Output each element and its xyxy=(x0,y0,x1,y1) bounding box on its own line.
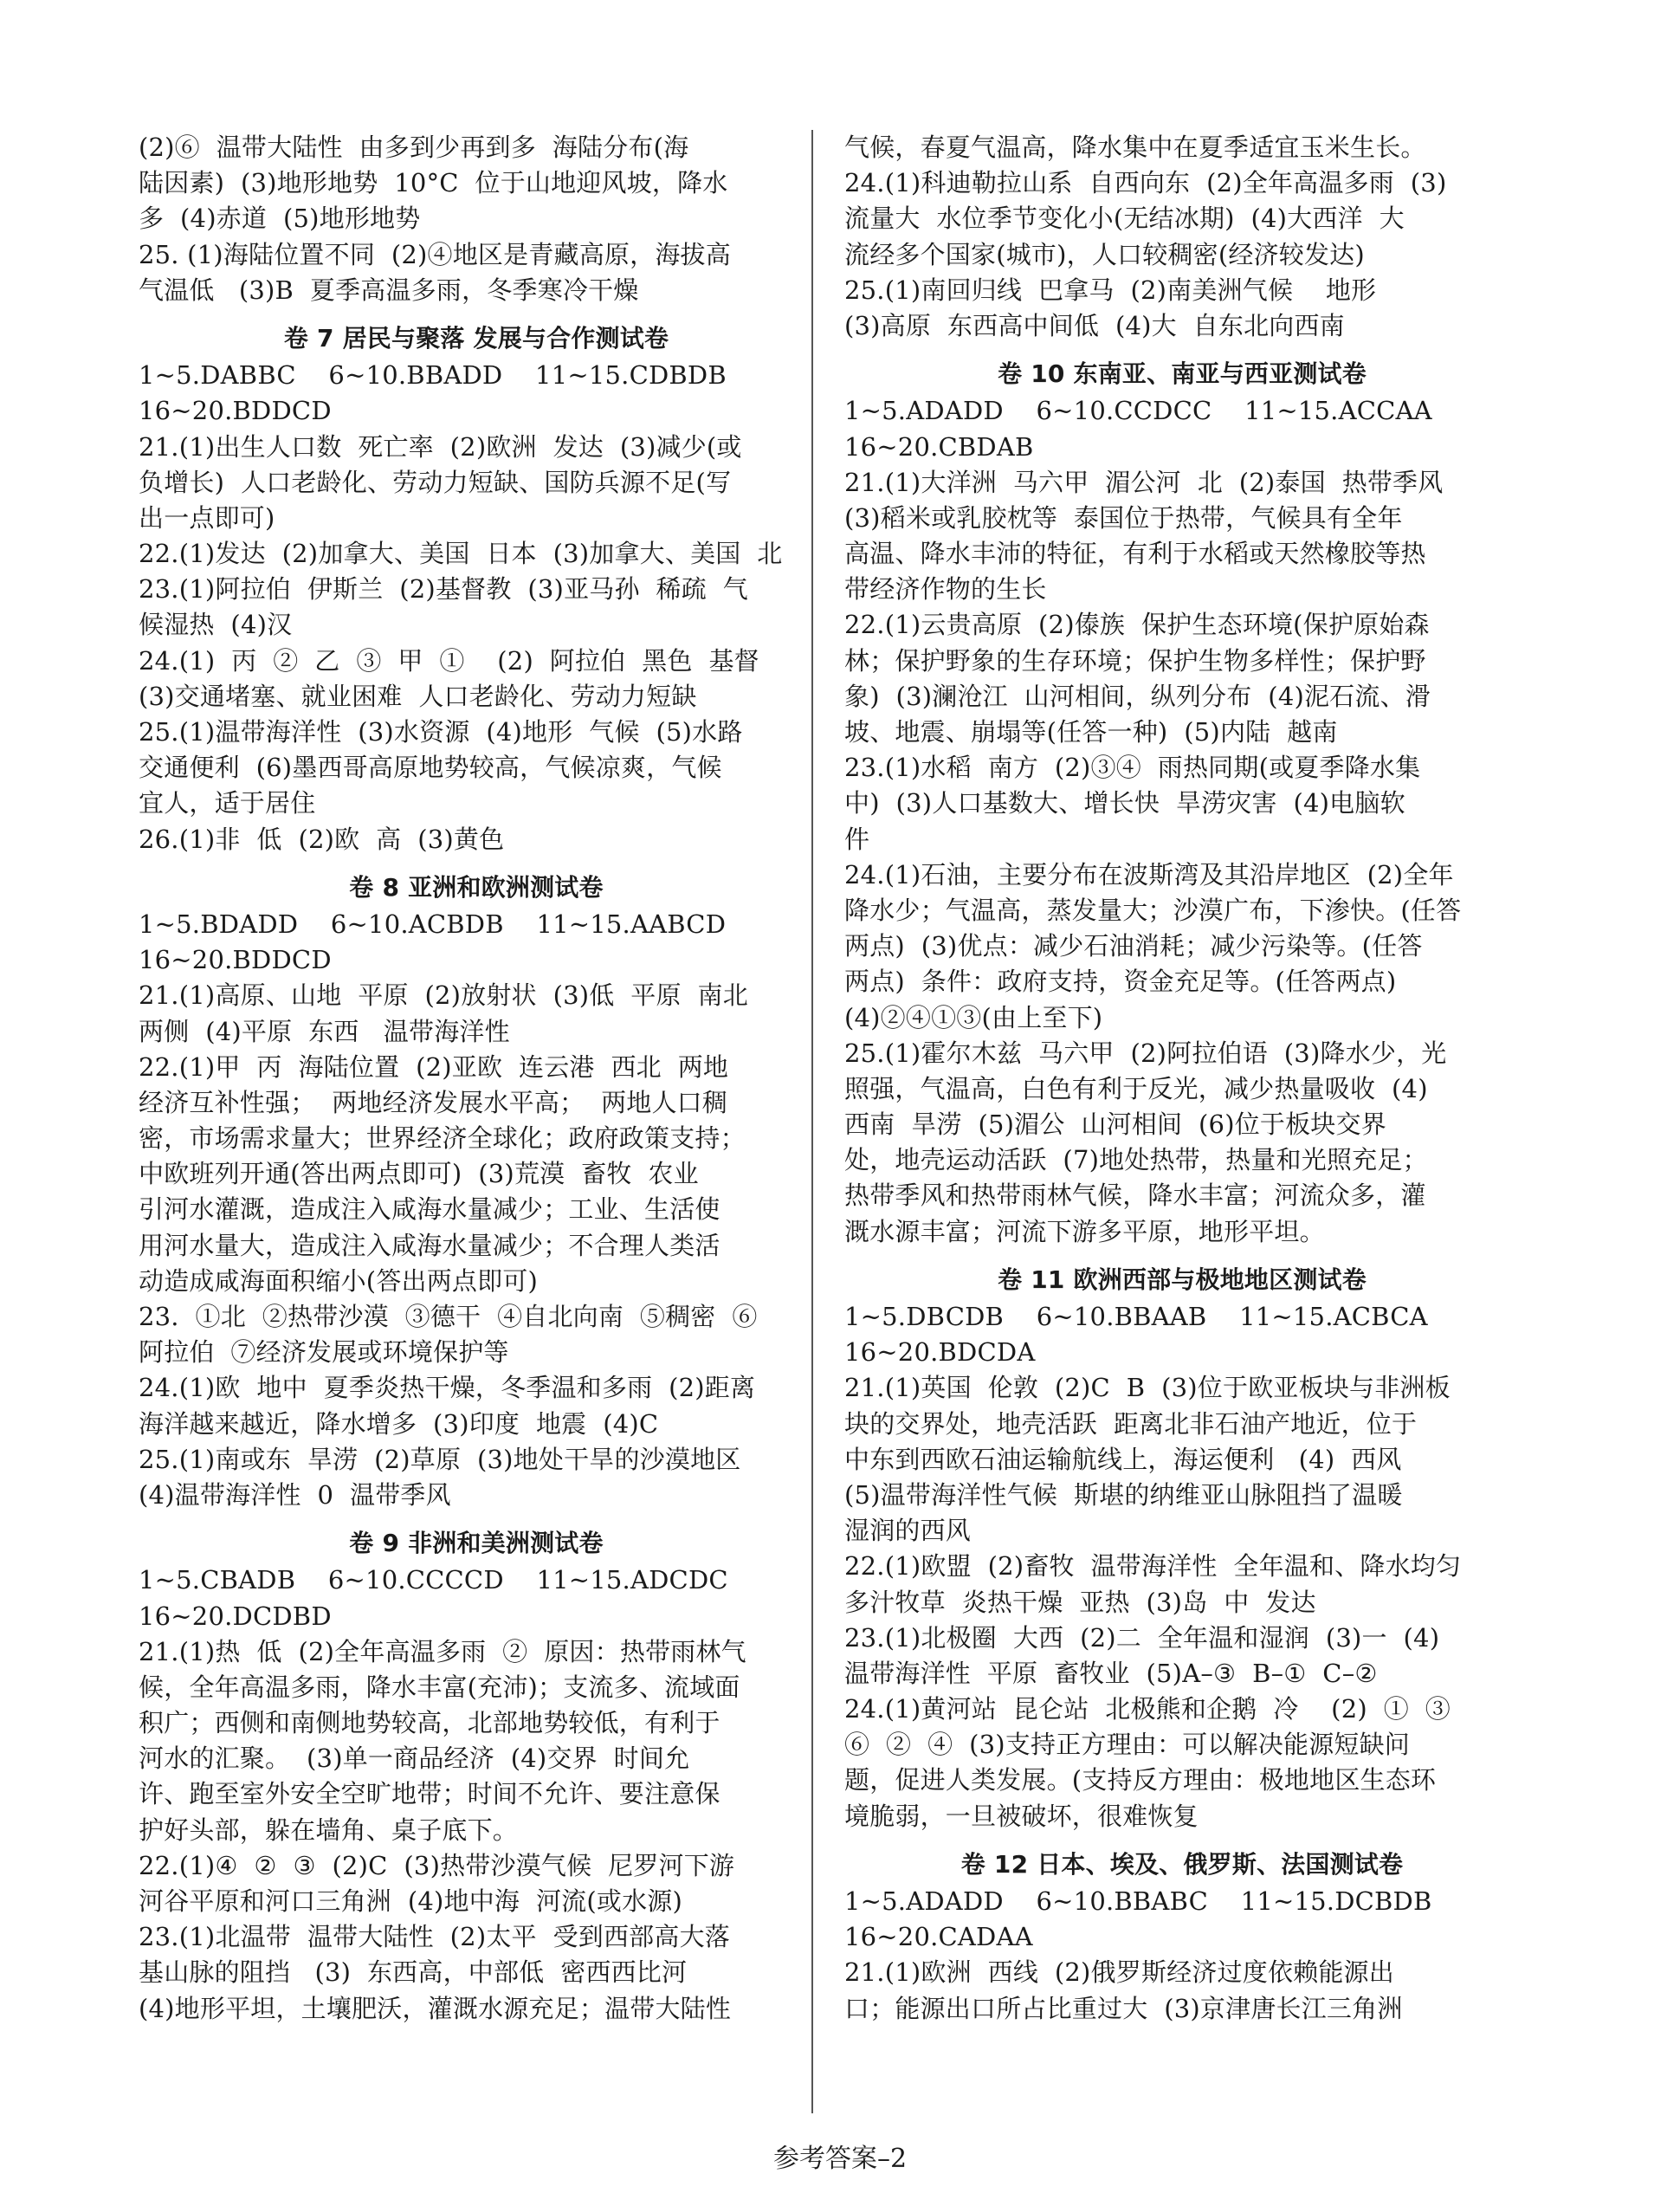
answer-line: 26.(1)非 低 (2)欧 高 (3)黄色 xyxy=(139,824,505,854)
answer-line: 1~5.BDADD 6~10.ACBDB 11~15.AABCD xyxy=(139,909,727,939)
answer-line: 坡、地震、崩塌等(任答一种) (5)内陆 越南 xyxy=(844,717,1338,747)
answer-line: 1~5.DBCDB 6~10.BBAAB 11~15.ACBCA xyxy=(844,1302,1428,1331)
answer-line: 两点) 条件：政府支持，资金充足等。(任答两点) xyxy=(844,967,1397,997)
answer-line: 陆因素) (3)地形地势 10°C 位于山地迎风坡，降水 xyxy=(139,168,728,198)
answer-line: (3)交通堵塞、就业困难 人口老龄化、劳动力短缺 xyxy=(139,681,697,711)
answer-line: 22.(1)发达 (2)加拿大、美国 日本 (3)加拿大、美国 北 xyxy=(139,539,783,569)
answer-line: 中) (3)人口基数大、增长快 旱涝灾害 (4)电脑软 xyxy=(844,788,1405,818)
answer-line: 21.(1)大洋洲 马六甲 湄公河 北 (2)泰国 热带季风 xyxy=(844,467,1444,497)
answer-line: 22.(1)云贵高原 (2)傣族 保护生态环境(保护原始森 xyxy=(844,610,1430,640)
answer-line: 两点) (3)优点：减少石油消耗；减少污染等。(任答 xyxy=(844,931,1423,961)
answer-line: 24.(1)黄河站 昆仑站 北极熊和企鹅 冷 (2) ① ③ xyxy=(844,1694,1451,1724)
right-column xyxy=(844,130,1520,2027)
answer-line: 林；保护野象的生存环境；保护生物多样性；保护野 xyxy=(844,645,1426,676)
answer-line: 流经多个国家(城市)，人口较稠密(经济较发达) xyxy=(844,239,1365,269)
answer-line: 溉水源丰富；河流下游多平原，地形平坦。 xyxy=(844,1216,1325,1246)
answer-line: (3)稻米或乳胶枕等 泰国位于热带，气候具有全年 xyxy=(844,502,1403,533)
answer-line: 16~20.BDDCD xyxy=(139,945,332,975)
answer-line: 25.(1)霍尔木兹 马六甲 (2)阿拉伯语 (3)降水少，光 xyxy=(844,1038,1447,1068)
answer-line: 16~20.DCDBD xyxy=(139,1601,332,1631)
answer-line: 湿润的西风 xyxy=(844,1516,972,1546)
answer-line: 25. (1)海陆位置不同 (2)④地区是青藏高原，海拔高 xyxy=(139,239,731,269)
answer-line: 气候，春夏气温高，降水集中在夏季适宜玉米生长。 xyxy=(844,133,1426,162)
answer-line: 16~20.BDDCD xyxy=(139,396,332,426)
answer-line: 23.(1)水稻 南方 (2)③④ 雨热同期(或夏季降水集 xyxy=(844,753,1421,783)
answer-line: 题，促进人类发展。(支持反方理由：极地地区生态环 xyxy=(844,1765,1437,1795)
answer-line: 24.(1)科迪勒拉山系 自西向东 (2)全年高温多雨 (3) xyxy=(844,168,1447,198)
answer-line: 21.(1)出生人口数 死亡率 (2)欧洲 发达 (3)减少(或 xyxy=(139,431,742,462)
column-divider xyxy=(811,130,813,2113)
answer-line: 气温低 (3)B 夏季高温多雨，冬季寒冷干燥 xyxy=(139,275,639,305)
answer-line: 用河水量大，造成注入咸海水量减少；不合理人类活 xyxy=(139,1230,720,1260)
answer-line: 热带季风和热带雨林气候，降水丰富；河流众多，灌 xyxy=(844,1181,1426,1211)
answer-line: 多汁牧草 炎热干燥 亚热 (3)岛 中 发达 xyxy=(844,1587,1316,1617)
answer-line: 西南 旱涝 (5)湄公 山河相间 (6)位于板块交界 xyxy=(844,1109,1386,1140)
answer-line: 两侧 (4)平原 东西 温带海洋性 xyxy=(139,1016,510,1046)
answer-line: 高温、降水丰沛的特征，有利于水稻或天然橡胶等热 xyxy=(844,539,1426,569)
answer-line: (2)⑥ 温带大陆性 由多到少再到多 海陆分布(海 xyxy=(139,133,689,162)
answer-line: 候，全年高温多雨，降水丰富(充沛)；支流多、流域面 xyxy=(139,1672,740,1702)
answer-line: 象) (3)澜沧江 山河相间，纵列分布 (4)泥石流、滑 xyxy=(844,681,1431,711)
answer-line: 16~20.CBDAB xyxy=(844,431,1034,462)
page-footer: 参考答案–2 xyxy=(772,2144,908,2174)
answer-line: 1~5.ADADD 6~10.BBABC 11~15.DCBDB xyxy=(844,1886,1432,1916)
answer-line: 16~20.BDCDA xyxy=(844,1337,1036,1368)
answer-line: 经济互补性强； 两地经济发展水平高； 两地人口稠 xyxy=(139,1087,728,1117)
answer-line: 带经济作物的生长 xyxy=(844,574,1047,605)
answer-line: 温带海洋性 平原 畜牧业 (5)A–③ B–① C–② xyxy=(844,1658,1378,1688)
answer-line: 照强，气温高，白色有利于反光，减少热量吸收 (4) xyxy=(844,1073,1428,1103)
answer-line: 23.(1)北温带 温带大陆性 (2)太平 受到西部高大落 xyxy=(139,1922,730,1952)
answer-line: 出一点即可) xyxy=(139,502,275,533)
answer-line: 1~5.CBADB 6~10.CCCCD 11~15.ADCDC xyxy=(139,1565,728,1595)
answer-line: 1~5.DABBC 6~10.BBADD 11~15.CDBDB xyxy=(139,360,727,391)
answer-line: 中欧班列开通(答出两点即可) (3)荒漠 畜牧 农业 xyxy=(139,1159,699,1189)
section-title: 卷 12 日本、埃及、俄罗斯、法国测试卷 xyxy=(960,1849,1404,1879)
answer-line: 22.(1)④ ② ③ (2)C (3)热带沙漠气候 尼罗河下游 xyxy=(139,1850,735,1880)
answer-line: 23.(1)北极圈 大西 (2)二 全年温和湿润 (3)一 (4) xyxy=(844,1622,1440,1653)
answer-line: 块的交界处，地壳活跃 距离北非石油产地近，位于 xyxy=(844,1408,1418,1439)
answer-line: (4)地形平坦，土壤肥沃，灌溉水源充足；温带大陆性 xyxy=(139,1993,732,2023)
answer-line: 阿拉伯 ⑦经济发展或环境保护等 xyxy=(139,1337,509,1368)
answer-line: (4)②④①③(由上至下) xyxy=(844,1002,1103,1032)
answer-line: 24.(1)石油，主要分布在波斯湾及其沿岸地区 (2)全年 xyxy=(844,859,1454,890)
answer-line: 许、跑至室外安全空旷地带；时间不允许、要注意保 xyxy=(139,1779,720,1809)
answer-line: 16~20.CADAA xyxy=(844,1922,1033,1952)
section-title: 卷 10 东南亚、南亚与西亚测试卷 xyxy=(998,359,1367,389)
answer-line: 境脆弱，一旦被破坏，很难恢复 xyxy=(844,1801,1199,1831)
answer-line: 24.(1) 丙 ② 乙 ③ 甲 ① (2) 阿拉伯 黑色 基督 xyxy=(139,645,759,676)
answer-line: (5)温带海洋性气候 斯堪的纳维亚山脉阻挡了温暖 xyxy=(844,1479,1403,1510)
answer-line: 21.(1)英国 伦敦 (2)C B (3)位于欧亚板块与非洲板 xyxy=(844,1373,1451,1403)
answer-line: 河水的汇聚。 (3)单一商品经济 (4)交界 时间允 xyxy=(139,1743,690,1774)
answer-line: 24.(1)欧 地中 夏季炎热干燥，冬季温和多雨 (2)距离 xyxy=(139,1373,756,1403)
answer-line: 22.(1)欧盟 (2)畜牧 温带海洋性 全年温和、降水均匀 xyxy=(844,1551,1462,1582)
answer-line: 流量大 水位季节变化小(无结冰期) (4)大西洋 大 xyxy=(844,204,1405,234)
answer-line: 动造成咸海面积缩小(答出两点即可) xyxy=(139,1265,539,1296)
answer-line: 25.(1)南回归线 巴拿马 (2)南美洲气候 地形 xyxy=(844,275,1377,305)
answer-line: 引河水灌溉，造成注入咸海水量减少；工业、生活使 xyxy=(139,1194,720,1225)
left-column xyxy=(139,130,814,2027)
answer-line: 河谷平原和河口三角洲 (4)地中海 河流(或水源) xyxy=(139,1886,682,1916)
answer-line: 25.(1)温带海洋性 (3)水资源 (4)地形 气候 (5)水路 xyxy=(139,717,743,747)
answer-line: 23. ①北 ②热带沙漠 ③德干 ④自北向南 ⑤稠密 ⑥ xyxy=(139,1302,758,1331)
answer-line: 密，市场需求量大；世界经济全球化；政府政策支持； xyxy=(139,1123,746,1154)
answer-line: (4)温带海洋性 0 温带季风 xyxy=(139,1479,451,1510)
section-title: 卷 7 居民与聚落 发展与合作测试卷 xyxy=(283,323,669,353)
answer-line: 21.(1)欧洲 西线 (2)俄罗斯经济过度依赖能源出 xyxy=(844,1957,1394,1988)
answer-line: 件 xyxy=(844,824,870,854)
section-title: 卷 8 亚洲和欧洲测试卷 xyxy=(349,872,604,902)
answer-line: 基山脉的阻挡 (3) 东西高，中部低 密西西比河 xyxy=(139,1957,688,1988)
answer-line: 21.(1)热 低 (2)全年高温多雨 ② 原因：热带雨林气 xyxy=(139,1636,746,1666)
answer-line: 1~5.ADADD 6~10.CCDCC 11~15.ACCAA xyxy=(844,396,1432,426)
section-title: 卷 9 非洲和美洲测试卷 xyxy=(349,1529,604,1558)
answer-line: 护好头部，躲在墙角、桌子底下。 xyxy=(139,1815,519,1845)
answer-line: (3)高原 东西高中间低 (4)大 自东北向西南 xyxy=(844,310,1345,340)
answer-line: 中东到西欧石油运输航线上，海运便利 (4) 西风 xyxy=(844,1444,1402,1474)
answer-line: 宜人，适于居住 xyxy=(139,788,316,818)
answer-line: 交通便利 (6)墨西哥高原地势较高，气候凉爽，气候 xyxy=(139,753,722,783)
answer-line: 负增长) 人口老龄化、劳动力短缺、国防兵源不足(写 xyxy=(139,467,732,497)
answer-line: 海洋越来越近，降水增多 (3)印度 地震 (4)C xyxy=(139,1408,659,1439)
answer-line: 23.(1)阿拉伯 伊斯兰 (2)基督教 (3)亚马孙 稀疏 气 xyxy=(139,574,748,605)
answer-line: 口；能源出口所占比重过大 (3)京津唐长江三角洲 xyxy=(844,1993,1403,2023)
answer-line: 积广；西侧和南侧地势较高，北部地势较低，有利于 xyxy=(139,1708,720,1738)
answer-line: 降水少；气温高，蒸发量大；沙漠广布，下渗快。(任答 xyxy=(844,895,1462,925)
answer-line: 25.(1)南或东 旱涝 (2)草原 (3)地处干旱的沙漠地区 xyxy=(139,1444,741,1474)
answer-line: 处，地壳运动活跃 (7)地处热带，热量和光照充足； xyxy=(844,1145,1428,1175)
answer-line: 22.(1)甲 丙 海陆位置 (2)亚欧 连云港 西北 两地 xyxy=(139,1051,729,1082)
answer-line: 多 (4)赤道 (5)地形地势 xyxy=(139,204,421,234)
section-title: 卷 11 欧洲西部与极地地区测试卷 xyxy=(998,1265,1367,1294)
answer-line: 21.(1)高原、山地 平原 (2)放射状 (3)低 平原 南北 xyxy=(139,980,748,1011)
answer-line: ⑥ ② ④ (3)支持正方理由：可以解决能源短缺问 xyxy=(844,1730,1410,1760)
answer-line: 候湿热 (4)汉 xyxy=(139,610,293,640)
